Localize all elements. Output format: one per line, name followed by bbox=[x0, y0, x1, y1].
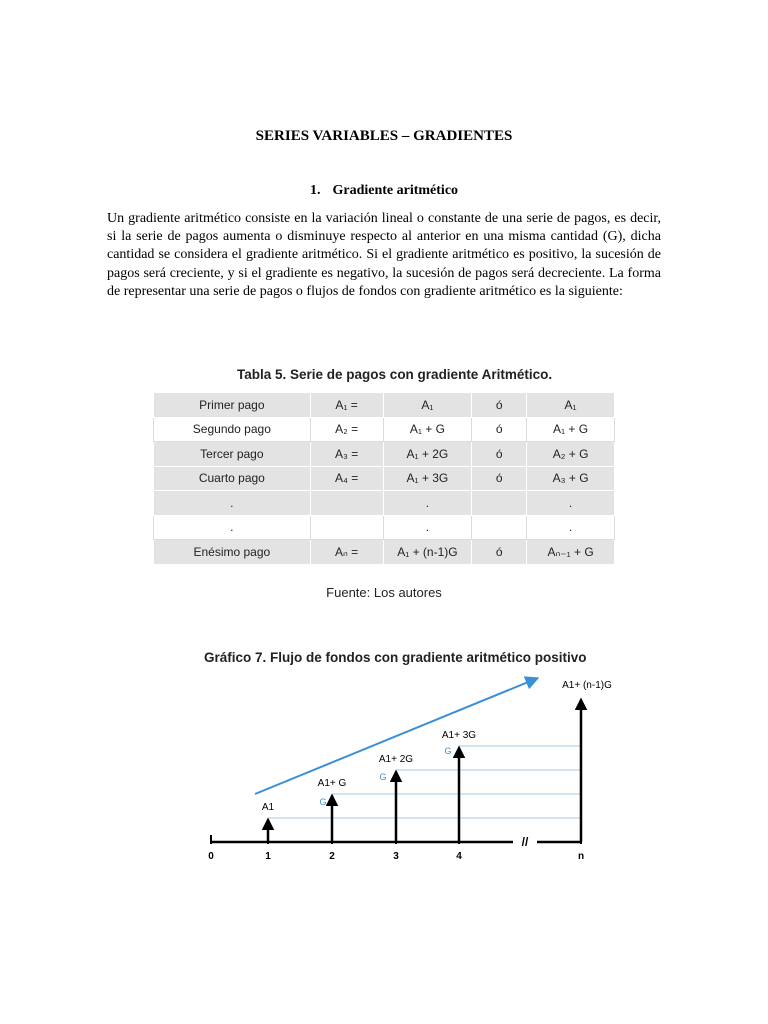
gradient-label: G bbox=[444, 746, 452, 756]
table-cell: A₁ + (n-1)G bbox=[383, 540, 472, 565]
axis-break-label: // bbox=[521, 835, 529, 849]
axis-tick-label: n bbox=[577, 851, 585, 862]
axis-tick-label: 3 bbox=[393, 851, 399, 862]
table-cell: . bbox=[527, 515, 615, 540]
table-cell bbox=[472, 491, 527, 516]
section-heading bbox=[0, 183, 768, 199]
table-cell: Primer pago bbox=[154, 393, 311, 418]
gradient-label: G bbox=[379, 772, 387, 782]
table-cell: A₂ = bbox=[310, 417, 383, 442]
table-cell: Segundo pago bbox=[154, 417, 311, 442]
bar-label: A1+ 2G bbox=[378, 754, 414, 765]
table-cell bbox=[310, 491, 383, 516]
table-row bbox=[154, 393, 615, 418]
table-caption: Tabla 5. Serie de pagos con gradiente Aritmético. bbox=[237, 367, 553, 382]
table-cell bbox=[472, 515, 527, 540]
table-cell: ó bbox=[472, 466, 527, 491]
table-cell: Aₙ = bbox=[310, 540, 383, 565]
table-cell: . bbox=[154, 491, 311, 516]
table-cell: A₁ + G bbox=[383, 417, 472, 442]
table-cell: ó bbox=[472, 540, 527, 565]
document-title: SERIES VARIABLES – GRADIENTES bbox=[255, 128, 513, 144]
chart-title: Gráfico 7. Flujo de fondos con gradiente aritmético positivo bbox=[204, 650, 587, 665]
table-row bbox=[154, 515, 615, 540]
table-cell: Tercer pago bbox=[154, 442, 311, 467]
table-cell: A₁ + G bbox=[527, 417, 615, 442]
table-cell: A₃ + G bbox=[527, 466, 615, 491]
section-label: Gradiente aritmético bbox=[332, 183, 459, 198]
table-cell bbox=[310, 515, 383, 540]
table-cell: A₁ + 2G bbox=[383, 442, 472, 467]
bar-label: A1+ (n-1)G bbox=[562, 680, 612, 691]
table-cell: ó bbox=[472, 393, 527, 418]
table-cell: . bbox=[527, 491, 615, 516]
table-cell: A₁ = bbox=[310, 393, 383, 418]
table-cell: A₁ bbox=[383, 393, 472, 418]
section-number: 1. bbox=[309, 183, 321, 198]
table-cell: A₃ = bbox=[310, 442, 383, 467]
table-cell: . bbox=[383, 515, 472, 540]
table-cell: Enésimo pago bbox=[154, 540, 311, 565]
axis-tick-label: 4 bbox=[456, 851, 462, 862]
gradient-chart bbox=[195, 668, 635, 878]
body-paragraph: Un gradiente aritmético consiste en la variación lineal o constante de una serie de pagos, es decir, si la serie de pagos aumenta o disminuye respecto al anterior en una misma cantidad (G), dicha cantidad se considera el gradiente aritmético. Si el gradiente aritmético es positivo, la sucesión de pagos será creciente, y si el gradiente es negativo, la sucesión de pagos será decreciente. La forma de representar una serie de pagos o flujos de fondos con gradiente aritmético es la siguiente: bbox=[107, 211, 661, 299]
gradient-label: G bbox=[319, 797, 327, 807]
bar-label: A1 bbox=[261, 802, 275, 813]
table-cell: . bbox=[154, 515, 311, 540]
axis-tick-label: 1 bbox=[265, 851, 271, 862]
bar-label: A1+ 3G bbox=[441, 730, 477, 741]
table-cell: A₄ = bbox=[310, 466, 383, 491]
table-row bbox=[154, 491, 615, 516]
table-row bbox=[154, 466, 615, 491]
table-cell: A₂ + G bbox=[527, 442, 615, 467]
table-cell: . bbox=[383, 491, 472, 516]
table-row bbox=[154, 540, 615, 565]
payment-table bbox=[153, 392, 615, 565]
table-cell: ó bbox=[472, 442, 527, 467]
table-cell: Cuarto pago bbox=[154, 466, 311, 491]
bar-label: A1+ G bbox=[317, 778, 347, 789]
table-cell: A₁ bbox=[527, 393, 615, 418]
axis-tick-label: 2 bbox=[329, 851, 335, 862]
table-cell: ó bbox=[472, 417, 527, 442]
axis-tick-label: 0 bbox=[208, 851, 214, 862]
table-source: Fuente: Los autores bbox=[326, 585, 442, 600]
table-cell: Aₙ₋₁ + G bbox=[527, 540, 615, 565]
table-row bbox=[154, 417, 615, 442]
table-cell: A₁ + 3G bbox=[383, 466, 472, 491]
table-row bbox=[154, 442, 615, 467]
